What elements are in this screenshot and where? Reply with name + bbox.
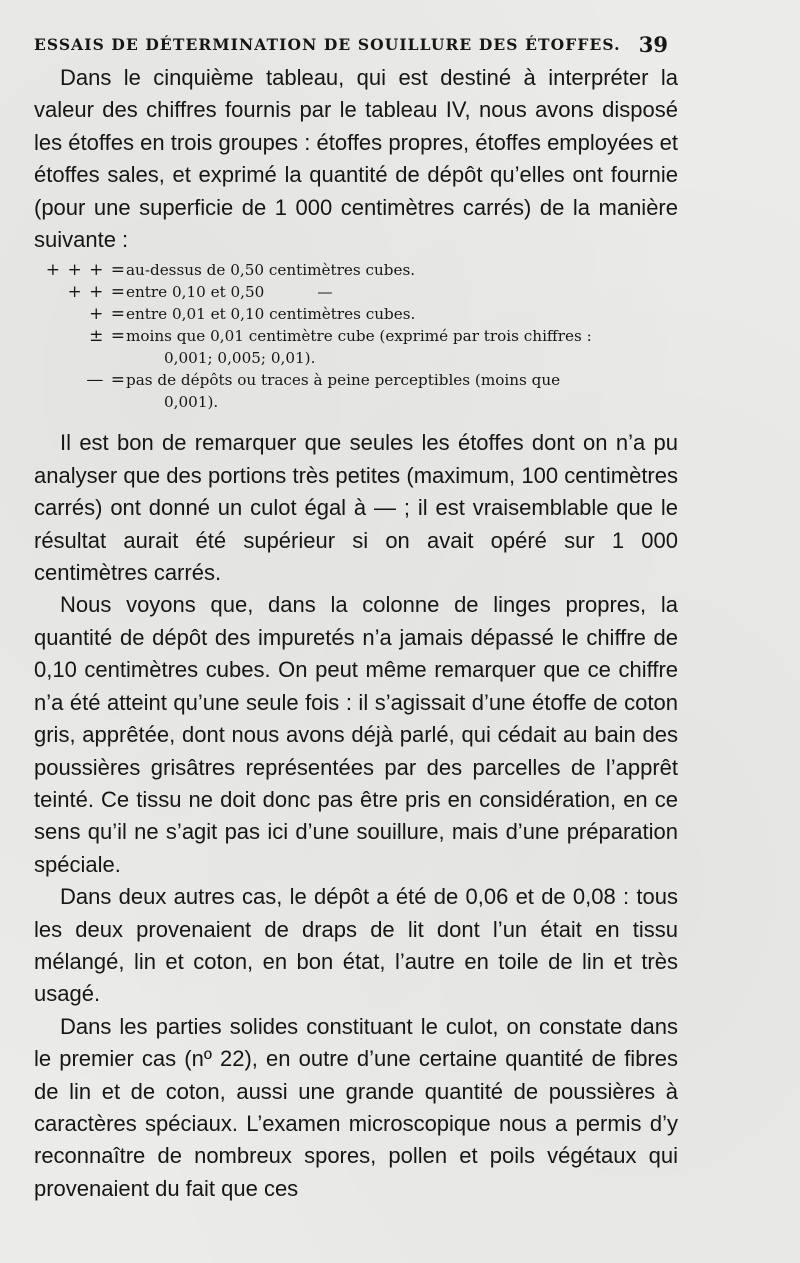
legend-symbol: + + + =	[45, 260, 126, 281]
legend-row	[34, 303, 678, 325]
legend-row	[34, 281, 678, 303]
legend-text: entre 0,01 et 0,10 centimètres cubes.	[126, 305, 416, 324]
legend-symbol: + =	[89, 304, 126, 325]
legend-description	[126, 369, 678, 413]
legend-text: moins que 0,01 centimètre cube (exprimé par trois chiffres :	[126, 327, 592, 346]
legend-text-continuation: 0,001; 0,005; 0,01).	[164, 349, 316, 368]
legend-text-continuation: 0,001).	[164, 393, 219, 412]
paragraph: Dans les parties solides constituant le culot, on constate dans le premier cas (nº 22), en outre d’une certaine quantité de fibres de lin et de coton, aussi une grande quantité de poussières à caractères spéciaux. L’examen microscopique nous a permis d’y reconnaître de nombreux spores, pollen et poils végétaux qui provenaient du fait que ces	[34, 1013, 678, 1201]
paragraph: Dans deux autres cas, le dépôt a été de 0,06 et de 0,08 : tous les deux provenaient de draps de lit dont l’un était en tissu mélangé, lin et coton, en bon état, l’autre en toile de lin et très usagé.	[34, 884, 678, 1007]
paragraph: Il est bon de remarquer que seules les étoffes dont on n’a pu analyser que des portions très petites (maximum, 100 centimètres carrés) ont donné un culot égal à — ; il est vraisemblable que le résultat aurait été supérieur si on avait opéré sur 1 000 centimètres carrés.	[34, 430, 678, 586]
legend-text: au-dessus de 0,50 centimètres cubes.	[126, 261, 416, 280]
page-number: 39	[638, 32, 668, 57]
legend-row	[34, 325, 678, 369]
body-text	[34, 62, 678, 1205]
legend-description	[126, 281, 678, 303]
legend-description	[126, 259, 678, 281]
paragraph: Nous voyons que, dans la colonne de linges propres, la quantité de dépôt des impuretés n’a jamais dépassé le chiffre de 0,10 centimètres cubes. On peut même remarquer que ce chiffre n’a été atteint qu’une seule fois : il s’agissait d’une étoffe de coton gris, apprêtée, dont nous avons déjà parlé, qui cédait au bain des poussières grisâtres représentées par des parcelles de l’apprêt teinté. Ce tissu ne doit donc pas être pris en considération, en ce sens qu’il ne s’agit pas ici d’une souillure, mais d’une préparation spéciale.	[34, 592, 678, 877]
legend-symbol: + + =	[67, 282, 126, 303]
legend-row	[34, 259, 678, 281]
paragraph: Dans le cinquième tableau, qui est destiné à interpréter la valeur des chiffres fournis par le tableau IV, nous avons disposé les étoffes en trois groupes : étoffes propres, étoffes employées et étoffes sales, et exprimé la quantité de dépôt qu’elles ont fournie (pour une superficie de 1 000 centimètres carrés) de la manière suivante :	[34, 65, 678, 253]
page-header	[34, 32, 668, 58]
legend-row	[34, 369, 678, 413]
legend-text: entre 0,10 et 0,50 —	[126, 283, 333, 302]
legend-symbol: — =	[86, 370, 126, 391]
legend-text: pas de dépôts ou traces à peine perceptibles (moins que	[126, 371, 561, 390]
legend-description	[126, 303, 678, 325]
symbol-legend	[34, 259, 678, 413]
running-title: ESSAIS DE DÉTERMINATION DE SOUILLURE DES ÉTOFFES.	[34, 35, 621, 54]
legend-description	[126, 325, 678, 369]
legend-symbol: ± =	[89, 326, 126, 347]
